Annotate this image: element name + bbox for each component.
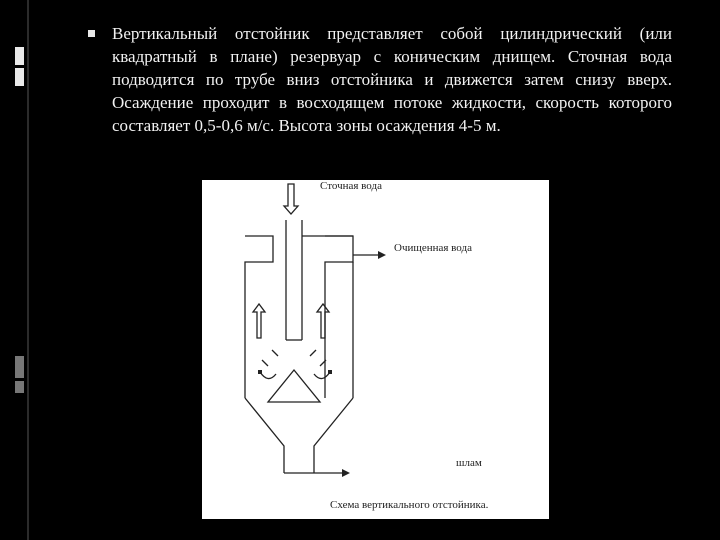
swirl-arrow-right bbox=[314, 372, 330, 379]
cone-bottom-right bbox=[314, 398, 353, 473]
settler-diagram bbox=[202, 180, 549, 519]
label-inflow: Сточная вода bbox=[320, 180, 382, 192]
swirl-marker-left bbox=[258, 370, 262, 374]
body-paragraph: Вертикальный отстойник представляет собой цилиндрический (или квадратный в плане) резервуар с коническим днищем. Сточная вода подводится по трубе вниз отстойника и движется затем снизу вверх. Осаждение проходит в восходящем потоке жидкости, скорость которого составляет 0,5-0,6 м/с. Высота зоны осаждения 4-5 м. bbox=[112, 24, 672, 135]
inflow-arrow bbox=[284, 184, 298, 214]
label-sludge: шлам bbox=[456, 457, 482, 469]
outflow-arrow-head bbox=[378, 251, 386, 259]
settler-drawing bbox=[202, 180, 549, 519]
deco-bar-bottom-1 bbox=[15, 356, 24, 378]
cone-bottom bbox=[245, 398, 284, 473]
label-clean-water: Очищенная вода bbox=[394, 242, 472, 254]
swirl-marker-right bbox=[328, 370, 332, 374]
swirl-arrow-left bbox=[260, 372, 276, 379]
deco-bar-top-2 bbox=[15, 68, 24, 86]
guide-dash-1 bbox=[272, 350, 278, 356]
diagram-caption: Схема вертикального отстойника. bbox=[330, 499, 489, 511]
deco-bar-bottom-2 bbox=[15, 381, 24, 393]
guide-dash-2 bbox=[262, 360, 268, 366]
sludge-arrow-head bbox=[342, 469, 350, 477]
deco-bar-top-1 bbox=[15, 47, 24, 65]
upflow-arrow-right bbox=[317, 304, 329, 338]
upflow-arrow-left bbox=[253, 304, 265, 338]
guide-dash-3 bbox=[310, 350, 316, 356]
slide-edge-line bbox=[27, 0, 29, 540]
bullet-marker bbox=[88, 30, 95, 37]
